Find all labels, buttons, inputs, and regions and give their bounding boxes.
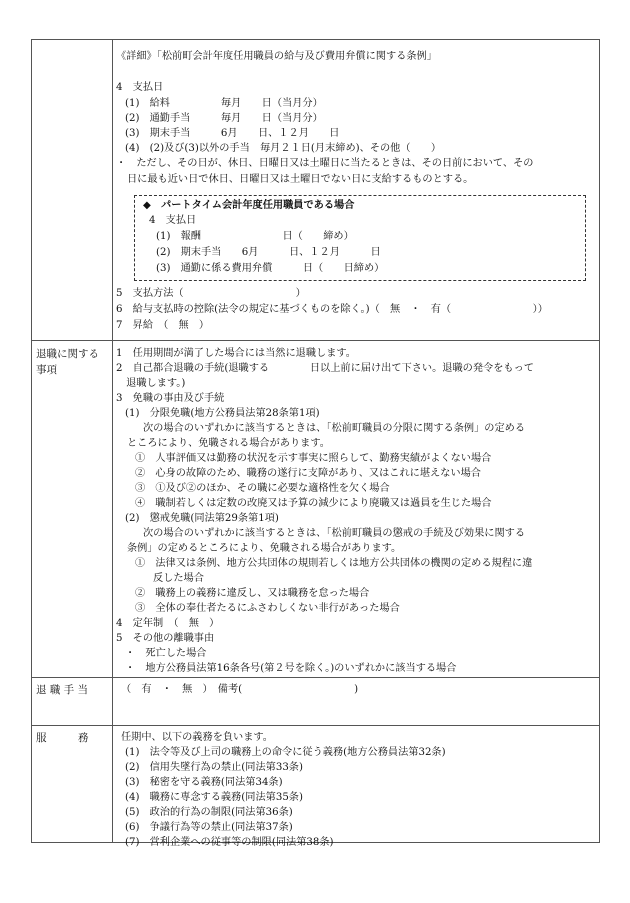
retirement-content-cell	[113, 341, 599, 677]
retirement-line: ① 人事評価又は勤務の状況を示す事実に照らして、勤務実績がよくない場合	[135, 453, 492, 464]
part-time-box	[134, 195, 586, 281]
retirement-line: ② 職務上の義務に違反し、又は職務を怠った場合	[135, 588, 370, 599]
retirement-line: ・ 地方公務員法第16条各号(第２号を除く。)のいずれかに該当する場合	[125, 663, 457, 674]
duty-item: (4) 職務に専念する義務(同法第35条)	[125, 792, 303, 803]
retirement-line: 1 任用期間が満了した場合には当然に退職します。	[116, 348, 356, 359]
retirement-line: ④ 職制若しくは定数の改廃又は予算の減少により廃職又は過員を生じた場合	[135, 498, 492, 509]
salary-content-cell	[113, 40, 599, 340]
duty-item: (1) 法令等及び上司の職務上の命令に従う義務(地方公務員法第32条)	[125, 747, 446, 758]
holiday-note: ・ ただし、その日が、休日、日曜日又は土曜日に当たるときは、その日前において、その	[116, 158, 534, 169]
duties-label-cell	[32, 726, 113, 842]
salary-label-cell	[32, 40, 113, 340]
salary-row	[32, 40, 599, 341]
pay-raise: 7 昇給 （ 無 ）	[116, 320, 210, 331]
duty-item: (2) 信用失墜行為の禁止(同法第33条)	[125, 762, 303, 773]
part-time-item: (2) 期末手当 6月 日、１２月 日	[156, 247, 381, 258]
duty-item: (3) 秘密を守る義務(同法第34条)	[125, 777, 283, 788]
retirement-line: 2 自己都合退職の手続(退職する 日以上前に届け出て下さい。退職の発令をもって	[116, 363, 534, 374]
duties-content-cell	[113, 726, 599, 848]
pay-day-heading: 4 支払日	[116, 82, 164, 93]
duty-item: (6) 争議行為等の禁止(同法第37条)	[125, 822, 293, 833]
retirement-line: ① 法律又は条例、地方公共団体の規則若しくは地方公共団体の機関の定める規程に違	[135, 558, 533, 569]
retirement-line: 次の場合のいずれかに該当するときは、「松前町職員の懲戒の手続及び効果に関する	[143, 528, 526, 539]
retirement-label: 事項	[36, 364, 57, 376]
retirement-line: 3 免職の事由及び手続	[116, 393, 225, 404]
retirement-line: ・ 死亡した場合	[125, 648, 207, 659]
retirement-line: 退職します。)	[116, 378, 186, 389]
retirement-line: ② 心身の故障のため、職務の遂行に支障があり、又はこれに堪えない場合	[135, 468, 481, 479]
retirement-line: 4 定年制 （ 無 ）	[116, 618, 220, 629]
part-time-heading: 4 支払日	[149, 215, 197, 226]
holiday-note: 日に最も近い日で休日、日曜日又は土曜日でない日に支給するものとする。	[127, 174, 474, 185]
part-time-item: (3) 通勤に係る費用弁償 日（ 日締め）	[156, 263, 385, 274]
severance-content-cell	[113, 678, 599, 725]
duties-label: 服 務	[36, 732, 89, 744]
retirement-line: 反した場合	[153, 573, 204, 584]
pay-item: (2) 通勤手当 毎月 日（当月分）	[125, 113, 323, 124]
duty-item: (5) 政治的行為の制限(同法第36条)	[125, 807, 293, 818]
retirement-line: ③ ①及び②のほか、その職に必要な適格性を欠く場合	[135, 483, 390, 494]
retirement-line: (1) 分限免職(地方公務員法第28条第1項)	[125, 408, 320, 419]
part-time-title: ◆ パートタイム会計年度任用職員である場合	[143, 199, 355, 211]
retirement-label-cell	[32, 341, 113, 677]
severance-row	[32, 678, 599, 726]
retirement-row	[32, 341, 599, 678]
retirement-label: 退職に関する	[36, 348, 99, 360]
pay-item: (3) 期末手当 6月 日、１２月 日	[125, 128, 340, 139]
retirement-line: 条例」の定めるところにより、免職される場合があります。	[127, 543, 402, 554]
retirement-line: ③ 全体の奉仕者たるにふさわしくない非行があった場合	[135, 603, 400, 614]
severance-label-cell	[32, 678, 113, 725]
payment-method: 5 支払方法（ ）	[116, 288, 306, 299]
part-time-item: (1) 報酬 日（ 締め）	[156, 231, 354, 242]
severance-label: 退 職 手 当	[36, 684, 89, 696]
severance-value: （ 有 ・ 無 ） 備考( )	[121, 684, 359, 695]
detail-title: 《詳細》「松前町会計年度任用職員の給与及び費用弁償に関する条例」	[116, 51, 437, 62]
retirement-line: 5 その他の離職事由	[116, 633, 215, 644]
pay-item: (4) (2)及び(3)以外の手当 毎月２１日(月末締め)、その他（ ）	[125, 143, 442, 154]
retirement-line: 次の場合のいずれかに該当するときは、「松前町職員の分限に関する条例」の定める	[143, 423, 526, 434]
pay-item: (1) 給料 毎月 日（当月分）	[125, 98, 323, 109]
duties-row	[32, 726, 599, 848]
retirement-line: (2) 懲戒免職(同法第29条第1項)	[125, 513, 279, 524]
terms-table	[31, 39, 600, 848]
duty-item: (7) 営利企業への従事等の制限(同法第38条)	[125, 837, 334, 848]
retirement-line: ところにより、免職される場合があります。	[127, 438, 330, 449]
duties-intro: 任期中、以下の義務を負います。	[121, 732, 273, 743]
payment-deduction: 6 給与支払時の控除(法令の規定に基づくものを除く。)（ 無 ・ 有（ ））	[116, 304, 548, 315]
